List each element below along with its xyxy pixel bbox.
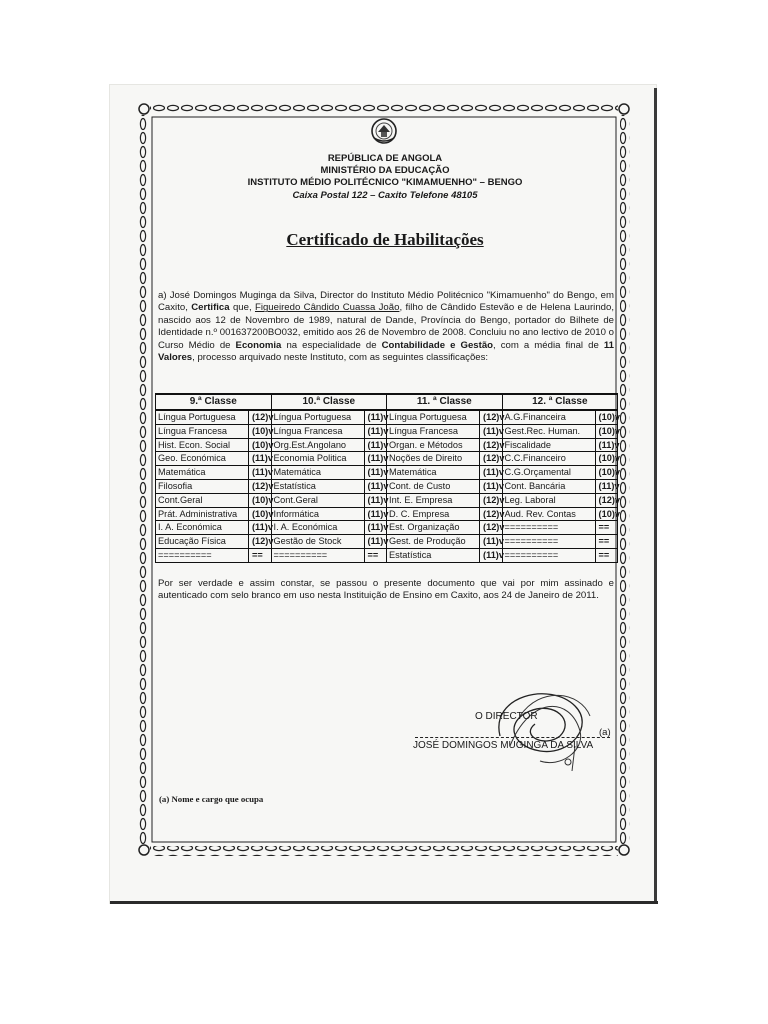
table-row <box>156 479 618 493</box>
director-role: O DIRECTOR <box>475 711 538 722</box>
grade-cell: (12)v <box>480 493 503 507</box>
subject-cell: Geo. Económica <box>156 452 249 466</box>
header-ministry: MINISTÉRIO DA EDUCAÇÃO <box>320 165 450 176</box>
grade-cell: (10)v <box>249 424 272 438</box>
subject-cell: Cont. de Custo <box>387 479 480 493</box>
grade-cell: (11)v <box>364 466 387 480</box>
header-class-11: 11. ª Classe <box>387 394 503 410</box>
subject-cell: Aud. Rev. Contas <box>502 507 595 521</box>
body-archive: , processo arquivado neste Instituto, com as seguintes classificações: <box>192 352 489 364</box>
subject-cell: ========== <box>156 548 249 562</box>
subject-cell: Língua Francesa <box>156 424 249 438</box>
certifica-word: Certifica <box>191 302 230 314</box>
subject-cell: Cont. Bancária <box>502 479 595 493</box>
body-details: , filho de Cândido Estevão e de Helena Laurindo, nascido aos 12 de Novembro de 1989, natural de Dande, Província do Bengo, portador do Bilhete de Identidade n.º 001637200BO032, emitido aos 26 de Novembro de 2008. Concluiu no ano lectivo de 2010 o Curso Médio de <box>158 302 614 351</box>
subject-cell: Estatística <box>387 548 480 562</box>
subject-cell: Prát. Administrativa <box>156 507 249 521</box>
subject-cell: ========== <box>502 521 595 535</box>
grade-cell: (11)v <box>364 452 387 466</box>
director-name: JOSÉ DOMINGOS MUGINGA DA SILVA <box>413 740 594 751</box>
subject-cell: Cont.Geral <box>156 493 249 507</box>
subject-cell: Filosofia <box>156 479 249 493</box>
header-institute: INSTITUTO MÉDIO POLITÉCNICO "KIMAMUENHO" – BENGO <box>247 177 523 188</box>
page-edge-shadow-bottom <box>110 901 658 904</box>
grades-body <box>156 410 618 562</box>
subject-cell: Int. E. Empresa <box>387 493 480 507</box>
grade-cell: (10)v <box>595 466 618 480</box>
final-average: 11 Valores <box>158 339 614 364</box>
header-class-12: 12. ª Classe <box>502 394 618 410</box>
grade-cell: (11)v <box>364 521 387 535</box>
document-title: Certificado de Habilitações <box>286 230 484 249</box>
subject-cell: Gest. de Produção <box>387 535 480 549</box>
subject-cell: Est. Organização <box>387 521 480 535</box>
grade-cell: (12)v <box>249 410 272 424</box>
subject-cell: Língua Portuguesa <box>387 410 480 424</box>
grade-cell: (12)v <box>480 410 503 424</box>
grades-table <box>155 393 618 563</box>
grade-cell: (11)v <box>595 438 618 452</box>
subject-cell: A.G.Financeira <box>502 410 595 424</box>
course-name: Economia <box>235 339 282 351</box>
grade-cell: == <box>595 548 618 562</box>
grade-cell: (11)v <box>364 410 387 424</box>
subject-cell: Matemática <box>387 466 480 480</box>
body-specialty-intro: na especialidade de <box>281 339 382 351</box>
grade-cell: (11)v <box>364 493 387 507</box>
subject-cell: Matemática <box>271 466 364 480</box>
body-connector: que, <box>229 302 255 314</box>
specialty-name: Contabilidade e Gestão <box>381 339 494 351</box>
grade-cell: (11)v <box>249 466 272 480</box>
grade-cell: (10)v <box>249 507 272 521</box>
subject-cell: C.G.Orçamental <box>502 466 595 480</box>
subject-cell: Leg. Laboral <box>502 493 595 507</box>
table-row <box>156 507 618 521</box>
grade-cell: (11)v <box>480 424 503 438</box>
subject-cell: C.C.Financeiro <box>502 452 595 466</box>
subject-cell: Matemática <box>156 466 249 480</box>
header-class-10: 10.ª Classe <box>271 394 387 410</box>
grade-cell: == <box>595 535 618 549</box>
grade-cell: (11)v <box>364 424 387 438</box>
signature-line <box>415 737 610 738</box>
table-row <box>156 521 618 535</box>
student-name: Figueiredo Cândido Cuassa João <box>254 302 400 314</box>
header-class-9: 9.ª Classe <box>156 394 272 410</box>
table-row <box>156 424 618 438</box>
grade-cell: == <box>249 548 272 562</box>
subject-cell: Estatística <box>271 479 364 493</box>
angola-coat-of-arms-icon <box>369 116 399 146</box>
subject-cell: Gest.Rec. Human. <box>502 424 595 438</box>
grade-cell: (12)v <box>595 493 618 507</box>
body-intro: a) José Domingos Muginga da Silva, Director do Instituto Médio Politécnico "Kimamuenho" do Bengo, em Caxito, <box>158 290 614 314</box>
subject-cell: Língua Francesa <box>387 424 480 438</box>
grade-cell: (11)v <box>480 548 503 562</box>
grade-cell: (11)v <box>480 535 503 549</box>
grade-cell: (12)v <box>480 452 503 466</box>
subject-cell: Cont.Geral <box>271 493 364 507</box>
subject-cell: ========== <box>502 535 595 549</box>
footnote: (a) Nome e cargo que ocupa <box>159 794 264 804</box>
table-row <box>156 438 618 452</box>
subject-cell: Língua Portuguesa <box>271 410 364 424</box>
table-row <box>156 410 618 424</box>
grade-cell: (11)v <box>364 479 387 493</box>
grade-cell: (12)v <box>480 507 503 521</box>
director-signature-icon <box>480 676 600 776</box>
grades-header-row <box>156 394 618 410</box>
grade-cell: (11)v <box>595 479 618 493</box>
subject-cell: Língua Francesa <box>271 424 364 438</box>
subject-cell: ========== <box>502 548 595 562</box>
grade-cell: (12)v <box>480 521 503 535</box>
table-row <box>156 548 618 562</box>
grade-cell: (10)v <box>595 452 618 466</box>
grade-cell: (12)v <box>480 438 503 452</box>
subject-cell: ========== <box>271 548 364 562</box>
grade-cell: (11)v <box>364 438 387 452</box>
grade-cell: (12)v <box>249 535 272 549</box>
table-row <box>156 535 618 549</box>
subject-cell: D. C. Empresa <box>387 507 480 521</box>
subject-cell: Economia Politica <box>271 452 364 466</box>
subject-cell: Noções de Direito <box>387 452 480 466</box>
table-row <box>156 452 618 466</box>
subject-cell: Organ. e Métodos <box>387 438 480 452</box>
grade-cell: == <box>364 548 387 562</box>
grade-cell: (11)v <box>480 466 503 480</box>
subject-cell: Org.Est.Angolano <box>271 438 364 452</box>
signature-mark: (a) <box>599 727 611 738</box>
grade-cell: (11)v <box>480 479 503 493</box>
subject-cell: Fiscalidade <box>502 438 595 452</box>
grade-cell: (10)v <box>249 493 272 507</box>
grade-cell: (11)v <box>364 507 387 521</box>
grade-cell: (10)v <box>595 410 618 424</box>
subject-cell: I. A. Económica <box>156 521 249 535</box>
grade-cell: == <box>595 521 618 535</box>
subject-cell: Informática <box>271 507 364 521</box>
table-row <box>156 493 618 507</box>
grade-cell: (10)v <box>595 507 618 521</box>
header-contact: Caixa Postal 122 – Caxito Telefone 48105 <box>292 190 478 201</box>
grade-cell: (11)v <box>249 521 272 535</box>
header-republic: REPÚBLICA DE ANGOLA <box>327 153 443 164</box>
subject-cell: Gestão de Stock <box>271 535 364 549</box>
grade-cell: (12)v <box>249 479 272 493</box>
page-edge-shadow <box>654 88 657 902</box>
grade-cell: (11)v <box>364 535 387 549</box>
body-average-intro: , com a média final de <box>493 339 604 351</box>
grade-cell: (11)v <box>249 452 272 466</box>
certificate-body <box>158 290 614 364</box>
closing-statement: Por ser verdade e assim constar, se passou o presente documento que vai por mim assinado e autenticado com selo branco em uso nesta Instituição de Ensino em Caxito, aos 24 de Janeiro de 2011. <box>158 578 614 602</box>
grade-cell: (10)v <box>249 438 272 452</box>
grade-cell: (10)v <box>595 424 618 438</box>
subject-cell: Língua Portuguesa <box>156 410 249 424</box>
subject-cell: Hist. Econ. Social <box>156 438 249 452</box>
table-row <box>156 466 618 480</box>
subject-cell: I. A. Económica <box>271 521 364 535</box>
subject-cell: Educação Física <box>156 535 249 549</box>
